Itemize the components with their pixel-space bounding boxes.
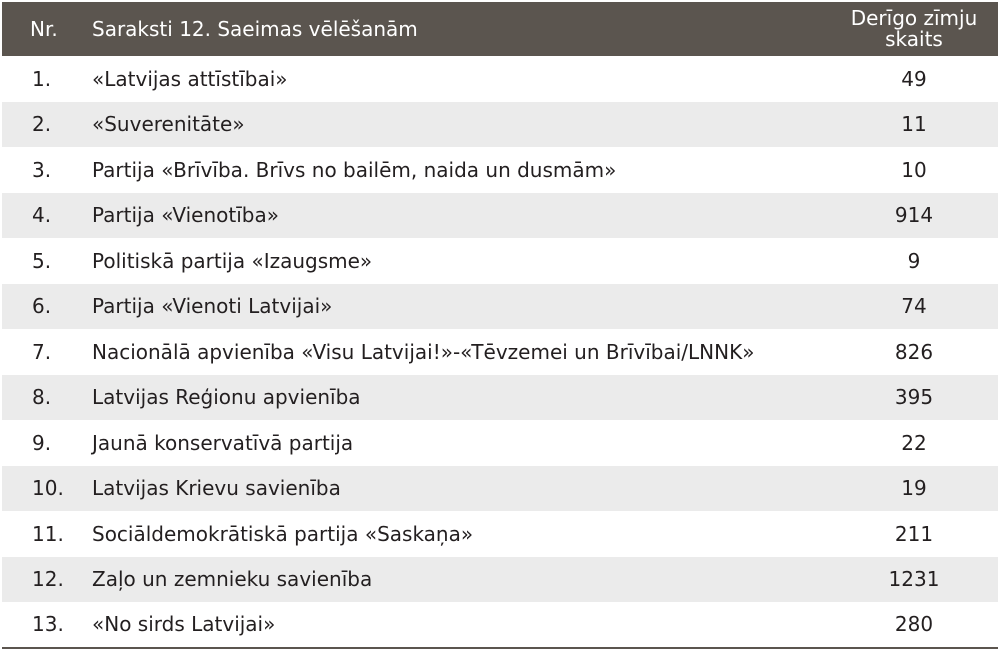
table-row bbox=[2, 193, 998, 239]
table-row bbox=[2, 102, 998, 148]
table-row bbox=[2, 602, 998, 648]
table-body bbox=[2, 56, 998, 648]
row-list-name: «No sirds Latvijai» bbox=[92, 612, 276, 637]
row-valid-votes: 74 bbox=[901, 294, 927, 319]
row-list-name: «Latvijas attīstībai» bbox=[92, 66, 288, 91]
row-list-name: Latvijas Reģionu apvienība bbox=[92, 385, 361, 410]
row-valid-votes: 10 bbox=[901, 157, 927, 182]
header-valid-votes-line1: Derīgo zīmju bbox=[850, 5, 978, 30]
row-number: 1. bbox=[32, 66, 52, 91]
row-valid-votes: 49 bbox=[901, 66, 927, 91]
election-results-table bbox=[2, 2, 998, 649]
table-row bbox=[2, 284, 998, 330]
row-list-name: Jaunā konservatīvā partija bbox=[92, 430, 354, 455]
row-list-name: Zaļo un zemnieku savienība bbox=[92, 567, 373, 592]
row-number: 10. bbox=[32, 476, 64, 501]
header-list-name: Saraksti 12. Saeimas vēlēšanām bbox=[92, 16, 418, 41]
table-row bbox=[2, 329, 998, 375]
row-number: 2. bbox=[32, 112, 52, 137]
table-row bbox=[2, 375, 998, 421]
row-valid-votes: 395 bbox=[894, 385, 934, 410]
row-valid-votes: 826 bbox=[894, 339, 934, 364]
row-number: 3. bbox=[32, 157, 52, 182]
header-number: Nr. bbox=[30, 16, 58, 41]
table-row bbox=[2, 238, 998, 284]
table-row bbox=[2, 466, 998, 512]
row-valid-votes: 19 bbox=[901, 476, 927, 501]
row-number: 6. bbox=[32, 294, 52, 319]
row-list-name: Sociāldemokrātiskā partija «Saskaņa» bbox=[92, 521, 474, 546]
row-valid-votes: 280 bbox=[894, 612, 934, 637]
row-number: 13. bbox=[32, 612, 64, 637]
table-row bbox=[2, 147, 998, 193]
table-row bbox=[2, 420, 998, 466]
row-list-name: «Suverenitāte» bbox=[92, 112, 245, 137]
row-valid-votes: 11 bbox=[901, 112, 927, 137]
row-list-name: Nacionālā apvienība «Visu Latvijai!»-«Tēvzemei un Brīvībai/LNNK» bbox=[92, 339, 755, 364]
row-list-name: Politiskā partija «Izaugsme» bbox=[92, 248, 373, 273]
row-number: 12. bbox=[32, 567, 64, 592]
header-valid-votes bbox=[830, 2, 998, 56]
table-row bbox=[2, 56, 998, 102]
header-row bbox=[2, 2, 998, 56]
row-list-name: Latvijas Krievu savienība bbox=[92, 476, 341, 501]
row-valid-votes: 211 bbox=[894, 521, 934, 546]
row-number: 7. bbox=[32, 339, 52, 364]
row-valid-votes: 9 bbox=[907, 248, 921, 273]
table-row bbox=[2, 511, 998, 557]
row-valid-votes: 1231 bbox=[888, 567, 940, 592]
row-list-name: Partija «Brīvība. Brīvs no bailēm, naida un dusmām» bbox=[92, 157, 617, 182]
row-list-name: Partija «Vienoti Latvijai» bbox=[92, 294, 333, 319]
row-number: 5. bbox=[32, 248, 52, 273]
row-number: 4. bbox=[32, 203, 52, 228]
table-header bbox=[2, 2, 998, 56]
row-number: 9. bbox=[32, 430, 52, 455]
row-valid-votes: 914 bbox=[894, 203, 934, 228]
row-number: 11. bbox=[32, 521, 64, 546]
header-valid-votes-line2: skaits bbox=[885, 26, 943, 51]
row-number: 8. bbox=[32, 385, 52, 410]
table-row bbox=[2, 557, 998, 603]
row-valid-votes: 22 bbox=[901, 430, 927, 455]
row-list-name: Partija «Vienotība» bbox=[92, 203, 279, 228]
